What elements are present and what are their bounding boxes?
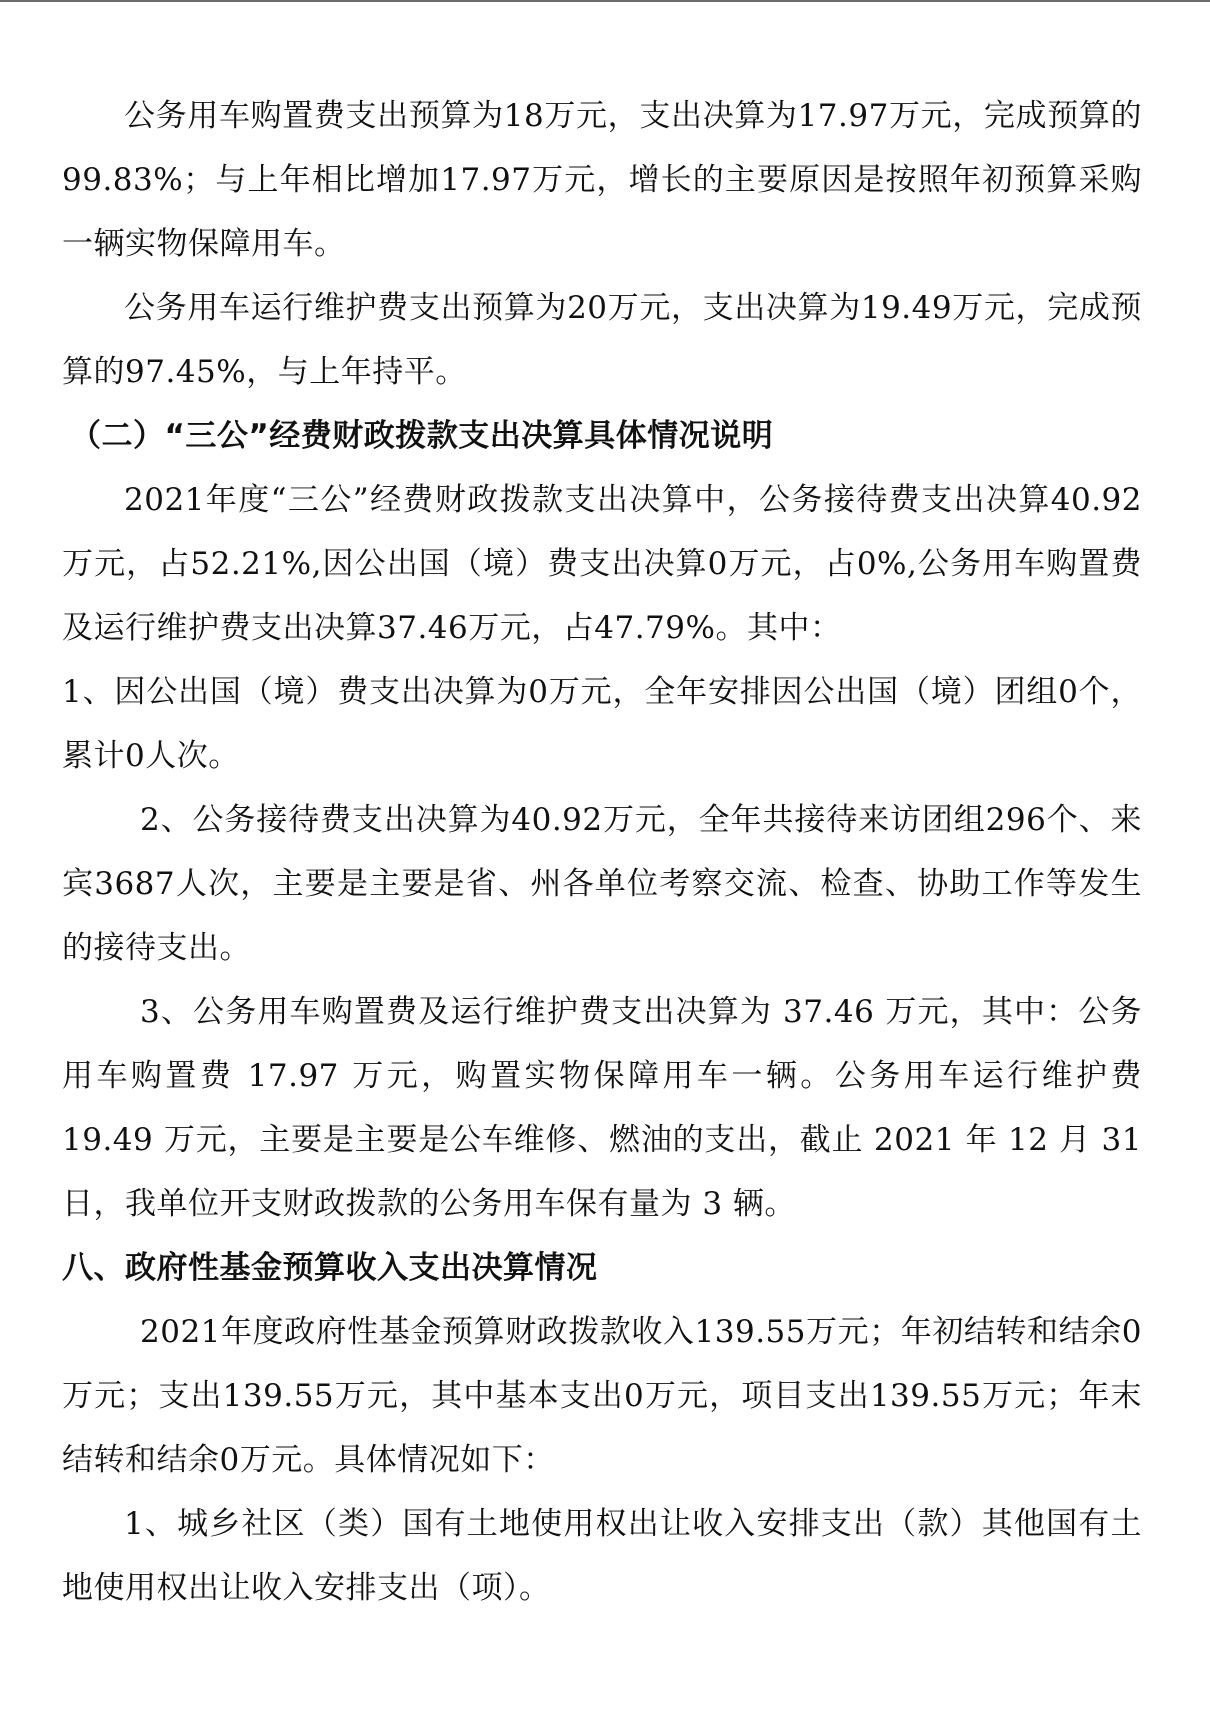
section-two-item-2: 2、公务接待费支出决算为40.92万元，全年共接待来访团组296个、来宾3687人次，主要是主要是省、州各单位考察交流、检查、协助工作等发生的接待支出。 (62, 802, 1142, 966)
section-two-intro: 2021年度“三公”经费财政拨款支出决算中，公务接待费支出决算40.92万元，占52.21%,因公出国（境）费支出决算0万元，占0%,公务用车购置费及运行维护费支出决算37.46万元，占47.79%。其中： (62, 482, 1142, 646)
document-page (62, 84, 1142, 1620)
section-two-item-1: 1、因公出国（境）费支出决算为0万元，全年安排因公出国（境）团组0个，累计0人次。 (62, 674, 1142, 774)
section-two-item-3: 3、公务用车购置费及运行维护费支出决算为 37.46 万元，其中：公务用车购置费 17.97 万元，购置实物保障用车一辆。公务用车运行维护费 19.49 万元，主要是主要是公车维修、燃油的支出，截止 2021 年 12 月 31 日，我单位开支财政拨款的公务用车保有量为 3 辆。 (62, 994, 1142, 1222)
section-eight-intro: 2021年度政府性基金预算财政拨款收入139.55万元；年初结转和结余0万元；支出139.55万元，其中基本支出0万元，项目支出139.55万元；年末结转和结余0万元。具体情况如下： (62, 1314, 1142, 1478)
paragraph-vehicle-maintenance: 公务用车运行维护费支出预算为20万元，支出决算为19.49万元，完成预算的97.45%，与上年持平。 (62, 290, 1142, 390)
section-eight-heading: 八、政府性基金预算收入支出决算情况 (62, 1250, 598, 1286)
paragraph-vehicle-purchase: 公务用车购置费支出预算为18万元，支出决算为17.97万元，完成预算的99.83%；与上年相比增加17.97万元，增长的主要原因是按照年初预算采购一辆实物保障用车。 (62, 98, 1142, 262)
page-top-edge (0, 0, 1210, 2)
section-eight-item-1: 1、城乡社区（类）国有土地使用权出让收入安排支出（款）其他国有土地使用权出让收入安排支出（项）。 (62, 1506, 1142, 1606)
section-two-heading: （二）“三公”经费财政拨款支出决算具体情况说明 (70, 418, 774, 454)
